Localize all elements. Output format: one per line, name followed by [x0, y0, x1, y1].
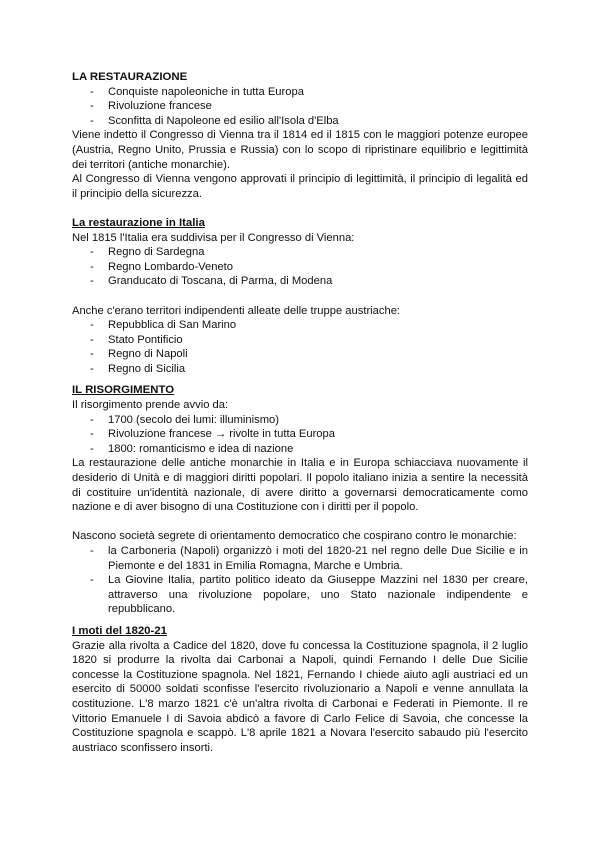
- list-item: - Conquiste napoleoniche in tutta Europa: [90, 85, 304, 98]
- list-dash: -: [90, 348, 94, 361]
- list-item: - Granducato di Toscana, di Parma, di Modena: [90, 275, 333, 288]
- list-item: - La Giovine Italia, partito politico ideato da Giuseppe Mazzini nel 1830 per creare, attraverso una rivoluzione popolare, uno Stato nazionale indipendente e repubblicano.: [90, 574, 528, 616]
- heading-il-risorgimento: IL RISORGIMENTO: [72, 384, 175, 397]
- heading-restaurazione-italia: La restaurazione in Italia: [72, 216, 205, 229]
- list-item: - Sconfitta di Napoleone ed esilio all'Isola d'Elba: [90, 114, 339, 127]
- paragraph-risorgimento-intro: Il risorgimento prende avvio da:: [72, 399, 229, 412]
- list-item: - Regno di Sicilia: [90, 362, 186, 375]
- list-item: - Repubblica di San Marino: [90, 319, 237, 332]
- list-dash: -: [90, 85, 94, 98]
- list-item: - 1800: romanticismo e idea di nazione: [90, 442, 294, 455]
- paragraph-restaurazione-unita: La restaurazione delle antiche monarchie in Italia e in Europa schiacciava nuovamente il desiderio di Unità e di maggiori diritti popolari. Il popolo italiano inizia a sentire la necessità di costituire un'identità nazionale, di avere diritto a governarsi democraticamente como nazione e di aver bisogno di una Costituzione con i diritti per il popolo.: [72, 457, 528, 514]
- list-item: - Rivoluzione francese → rivolte in tutta Europa: [90, 428, 335, 441]
- paragraph-territori-indipendenti: Anche c'erano territori indipendenti alleate delle truppe austriache:: [72, 304, 401, 317]
- heading-moti-1820-21: I moti del 1820-21: [72, 624, 167, 637]
- list-dash: -: [90, 114, 94, 127]
- italia-states-list: [72, 245, 528, 289]
- paragraph-congresso-vienna: Viene indetto il Congresso di Vienna tra il 1814 ed il 1815 con le maggiori potenze europee (Austria, Regno Unito, Prussia e Russia) con lo scopo di ripristinare equilibrio e legittimità dei territori (antiche monarchie).: [72, 129, 528, 171]
- document-page: [72, 70, 528, 755]
- list-dash: -: [90, 319, 94, 332]
- restaurazione-cause-list: [72, 85, 528, 129]
- list-item: - Stato Pontificio: [90, 333, 183, 346]
- secret-societies-list: [72, 544, 528, 617]
- heading-la-restaurazione: LA RESTAURAZIONE: [72, 71, 188, 83]
- paragraph-italia-1815: Nel 1815 l'Italia era suddivisa per il Congresso di Vienna:: [72, 231, 355, 244]
- list-item: - Regno Lombardo-Veneto: [90, 260, 234, 273]
- list-item: - la Carboneria (Napoli) organizzò i moti del 1820-21 nel regno delle Due Sicilie e in Piemonte e del 1831 in Emilia Romagna, Marche e Umbria.: [90, 545, 528, 572]
- list-dash: -: [90, 275, 94, 288]
- list-dash: -: [90, 260, 94, 273]
- list-dash: -: [90, 545, 94, 557]
- paragraph-principi: Al Congresso di Vienna vengono approvati il principio di legittimità, il principio di legalità ed il principio della sicurezza.: [72, 173, 528, 200]
- list-item: - 1700 (secolo dei lumi: illuminismo): [90, 413, 279, 426]
- list-dash: -: [90, 100, 94, 113]
- list-dash: -: [90, 428, 94, 441]
- list-dash: -: [90, 413, 94, 426]
- risorgimento-origins-list: [72, 413, 528, 457]
- list-item: - Rivoluzione francese: [90, 100, 212, 113]
- list-item: - Regno di Sardegna: [90, 246, 205, 259]
- list-dash: -: [90, 246, 94, 259]
- list-item: - Regno di Napoli: [90, 348, 188, 361]
- list-dash: -: [90, 574, 94, 587]
- paragraph-societa-segrete: Nascono società segrete di orientamento democratico che cospirano contro le monarchie:: [72, 530, 517, 543]
- list-dash: -: [90, 362, 94, 375]
- list-dash: -: [90, 333, 94, 346]
- list-dash: -: [90, 442, 94, 455]
- independent-territories-list: [72, 318, 528, 376]
- paragraph-moti: Grazie alla rivolta a Cadice del 1820, dove fu concessa la Costituzione spagnola, il 2 luglio 1820 si produrre la rivolta dai Carbonai a Napoli, quindi Fernando I delle Due Sicilie concesse la Costituzione spagnola. Nel 1821, Fernando I chiede aiuto agli austriaci ed un esercito di 50000 soldati sconfisse l'esercito rivoluzionario a Napoli e venne annullata la costituzione. L'8 marzo 1821 c'è un'altra rivolta di Carbonai e Federati in Piemonte. Il re Vittorio Emanuele I di Savoia abdicò a favore di Carlo Felice di Savoia, che concesse la Costituzione spagnola e scappò. L'8 aprile 1821 a Novara l'esercito sabaudo più l'esercito austriaco sconfissero insorti.: [72, 639, 528, 754]
